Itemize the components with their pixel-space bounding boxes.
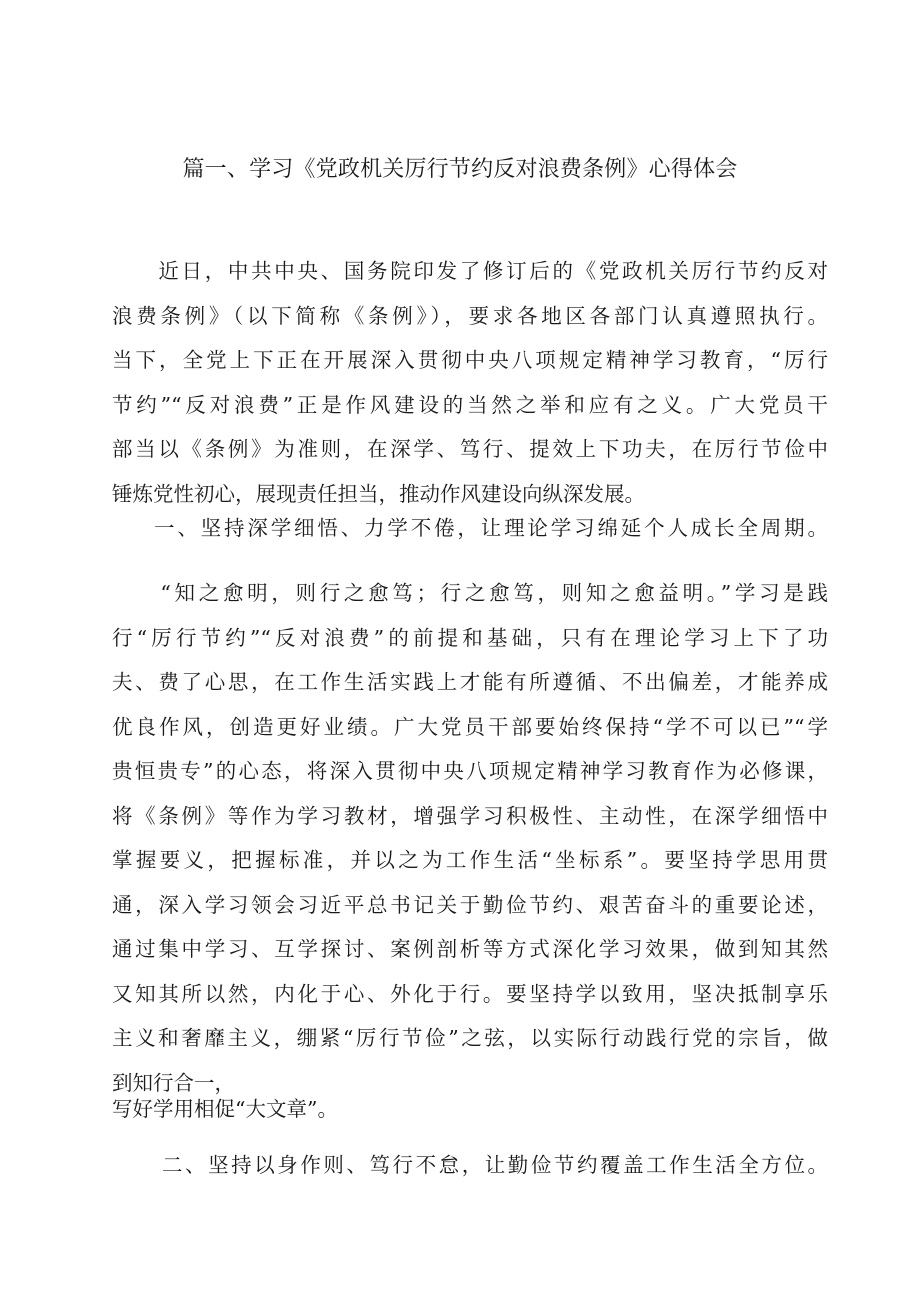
intro-paragraph xyxy=(112,249,828,516)
paragraph-line: 浪费条例》（以下简称《条例》），要求各地区各部门认真遵照执行。 xyxy=(112,303,828,328)
paragraph-line: 夫、费了心思，在工作生活实践上才能有所遵循、不出偏差，才能养成 xyxy=(112,670,828,694)
section-heading-1: 一、坚持深学细悟、力学不倦，让理论学习绵延个人成长全周期。 xyxy=(154,516,828,540)
section1-paragraph xyxy=(112,571,828,1105)
paragraph-line: 部当以《条例》为准则，在深学、笃行、提效上下功夫，在厉行节俭中 xyxy=(112,437,828,461)
paragraph-line: 将《条例》等作为学习教材，增强学习积极性、主动性，在深学细悟中 xyxy=(112,803,828,828)
section-heading-2: 二、坚持以身作则、笃行不怠，让勤俭节约覆盖工作生活全方位。 xyxy=(162,1153,828,1177)
document-title: 篇一、学习《党政机关厉行节约反对浪费条例》心得体会 xyxy=(182,157,738,182)
paragraph-line: 掌握要义，把握标准，并以之为工作生活“坐标系”。要坚持学思用贯 xyxy=(112,848,828,872)
paragraph-line: 行“厉行节约”“反对浪费”的前提和基础，只有在理论学习上下了功 xyxy=(112,625,828,650)
paragraph-line: 近日，中共中央、国务院印发了修订后的《党政机关厉行节约反对 xyxy=(112,259,828,283)
paragraph-line: “知之愈明，则行之愈笃；行之愈笃，则知之愈益明。”学习是践 xyxy=(112,581,828,605)
paragraph-line: 锤炼党性初心，展现责任担当，推动作风建设向纵深发展。 xyxy=(112,481,645,506)
paragraph-line: 又知其所以然，内化于心、外化于行。要坚持学以致用，坚决抵制享乐 xyxy=(112,981,828,1006)
paragraph-line: 主义和奢靡主义，绷紧“厉行节俭”之弦，以实际行动践行党的宗旨，做 xyxy=(112,1026,828,1050)
section1-tail-line: 写好学用相促“大文章”。 xyxy=(112,1097,338,1121)
paragraph-line: 节约”“反对浪费”正是作风建设的当然之举和应有之义。广大党员干 xyxy=(112,392,828,417)
paragraph-line: 通过集中学习、互学探讨、案例剖析等方式深化学习效果，做到知其然 xyxy=(112,937,828,961)
paragraph-line: 贵恒贵专”的心态，将深入贯彻中央八项规定精神学习教育作为必修课， xyxy=(112,759,828,783)
paragraph-line: 优良作风，创造更好业绩。广大党员干部要始终保持“学不可以已”“学 xyxy=(112,714,828,739)
paragraph-line: 当下，全党上下正在开展深入贯彻中央八项规定精神学习教育，“厉行 xyxy=(112,348,828,372)
paragraph-line: 通，深入学习领会习近平总书记关于勤俭节约、艰苦奋斗的重要论述， xyxy=(112,892,828,917)
paragraph-line: 到知行合一， xyxy=(112,1070,235,1095)
